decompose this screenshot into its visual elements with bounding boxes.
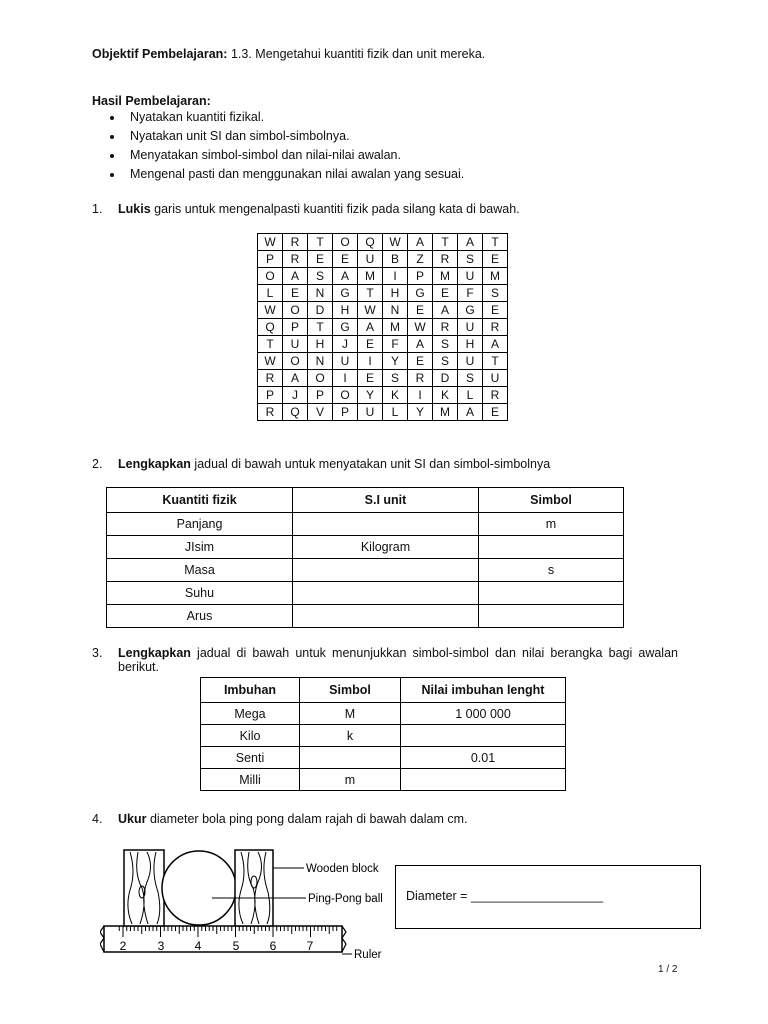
grid-cell[interactable]: Q <box>283 404 308 421</box>
grid-cell[interactable]: A <box>408 336 433 353</box>
grid-cell[interactable]: I <box>358 353 383 370</box>
table-cell[interactable] <box>479 536 624 559</box>
grid-cell[interactable]: N <box>308 353 333 370</box>
grid-cell[interactable]: T <box>433 234 458 251</box>
question-1-verb: Lukis <box>118 202 151 216</box>
header-cell: Imbuhan <box>201 678 300 703</box>
question-2-number: 2. <box>92 457 103 471</box>
question-4-text <box>118 812 468 826</box>
grid-cell[interactable]: A <box>483 336 508 353</box>
table-cell: m <box>300 769 401 791</box>
grid-cell[interactable]: W <box>408 319 433 336</box>
grid-cell[interactable]: E <box>483 302 508 319</box>
table-cell: 1 000 000 <box>401 703 566 725</box>
table-header-row <box>107 488 624 513</box>
grid-cell[interactable]: W <box>258 302 283 319</box>
table-cell: Arus <box>107 605 293 628</box>
grid-cell[interactable]: G <box>408 285 433 302</box>
grid-cell[interactable]: F <box>383 336 408 353</box>
grid-row <box>258 336 508 353</box>
table-header-row <box>201 678 566 703</box>
grid-row <box>258 251 508 268</box>
grid-cell[interactable]: W <box>358 302 383 319</box>
question-2-verb: Lengkapkan <box>118 457 191 471</box>
grid-cell[interactable]: P <box>308 387 333 404</box>
table-cell[interactable] <box>293 605 479 628</box>
grid-cell[interactable]: A <box>283 370 308 387</box>
outcome-item: • Nyatakan unit SI dan simbol-simbolnya. <box>124 127 464 146</box>
question-4-body: diameter bola ping pong dalam rajah di bawah dalam cm. <box>146 812 468 826</box>
grid-cell[interactable]: A <box>458 404 483 421</box>
table-cell[interactable] <box>293 513 479 536</box>
grid-cell[interactable]: K <box>433 387 458 404</box>
grid-cell[interactable]: G <box>333 285 358 302</box>
table-cell: s <box>479 559 624 582</box>
grid-cell[interactable]: S <box>458 370 483 387</box>
grid-cell[interactable]: L <box>258 285 283 302</box>
table-row <box>107 582 624 605</box>
table-cell: Milli <box>201 769 300 791</box>
grid-cell[interactable]: G <box>458 302 483 319</box>
table-cell: k <box>300 725 401 747</box>
word-search-grid <box>257 233 508 421</box>
grid-cell[interactable]: T <box>483 234 508 251</box>
grid-cell[interactable]: Y <box>383 353 408 370</box>
grid-cell[interactable]: R <box>433 251 458 268</box>
grid-cell[interactable]: W <box>258 234 283 251</box>
grid-row <box>258 404 508 421</box>
wooden-block-label: Wooden block <box>306 863 379 875</box>
grid-row <box>258 370 508 387</box>
grid-cell[interactable]: H <box>333 302 358 319</box>
grid-cell[interactable]: U <box>458 353 483 370</box>
table-cell: Kilogram <box>293 536 479 559</box>
question-3-verb: Lengkapkan <box>118 646 191 660</box>
grid-cell[interactable]: E <box>358 336 383 353</box>
table-cell[interactable] <box>401 725 566 747</box>
grid-cell[interactable]: E <box>408 302 433 319</box>
grid-cell[interactable]: O <box>283 353 308 370</box>
header-cell: S.I unit <box>293 488 479 513</box>
grid-cell[interactable]: E <box>333 251 358 268</box>
outcome-item: • Nyatakan kuantiti fizikal. <box>124 108 464 127</box>
question-2-body: jadual di bawah untuk menyatakan unit SI dan simbol-simbolnya <box>190 457 551 471</box>
grid-row <box>258 387 508 404</box>
table-cell: Mega <box>201 703 300 725</box>
wooden-block-right <box>235 850 273 926</box>
grid-cell[interactable]: S <box>433 353 458 370</box>
grid-cell[interactable]: S <box>483 285 508 302</box>
page-number: 1 / 2 <box>658 964 678 975</box>
table-row <box>107 536 624 559</box>
table-cell[interactable] <box>479 582 624 605</box>
prefix-table <box>200 677 566 791</box>
header-cell: Kuantiti fizik <box>107 488 293 513</box>
grid-cell[interactable]: A <box>283 268 308 285</box>
si-unit-table <box>106 487 624 628</box>
grid-cell[interactable]: T <box>308 319 333 336</box>
grid-cell[interactable]: S <box>458 251 483 268</box>
grid-cell[interactable]: H <box>458 336 483 353</box>
grid-cell[interactable]: R <box>483 319 508 336</box>
grid-cell[interactable]: P <box>283 319 308 336</box>
grid-cell[interactable]: O <box>258 268 283 285</box>
question-4-verb: Ukur <box>118 812 147 826</box>
table-cell: m <box>479 513 624 536</box>
grid-row <box>258 285 508 302</box>
header-cell: Simbol <box>479 488 624 513</box>
grid-cell[interactable]: D <box>308 302 333 319</box>
header-cell: Simbol <box>300 678 401 703</box>
grid-cell[interactable]: J <box>333 336 358 353</box>
question-2-text <box>118 457 550 471</box>
grid-cell[interactable]: U <box>458 268 483 285</box>
grid-cell[interactable]: E <box>308 251 333 268</box>
table-cell: Masa <box>107 559 293 582</box>
ping-pong-ball-label: Ping-Pong ball <box>308 893 383 905</box>
grid-cell[interactable]: R <box>408 370 433 387</box>
grid-cell[interactable]: E <box>283 285 308 302</box>
table-row <box>201 769 566 791</box>
table-cell: Senti <box>201 747 300 769</box>
ruler-number: 2 <box>119 939 127 953</box>
grid-cell[interactable]: H <box>383 285 408 302</box>
grid-cell[interactable]: M <box>483 268 508 285</box>
outcomes-label: Hasil Pembelajaran: <box>92 94 211 108</box>
grid-cell[interactable]: P <box>258 387 283 404</box>
outcome-item: • Mengenal pasti dan menggunakan nilai awalan yang sesuai. <box>124 165 464 184</box>
grid-cell[interactable]: S <box>433 336 458 353</box>
table-cell: Panjang <box>107 513 293 536</box>
grid-cell[interactable]: U <box>458 319 483 336</box>
table-cell[interactable] <box>300 747 401 769</box>
grid-cell[interactable]: E <box>408 353 433 370</box>
table-cell[interactable] <box>401 769 566 791</box>
grid-cell[interactable]: U <box>333 353 358 370</box>
outcomes-list <box>110 108 464 184</box>
grid-cell[interactable]: R <box>283 234 308 251</box>
objective-text: 1.3. Mengetahui kuantiti fizik dan unit mereka. <box>230 47 486 61</box>
grid-cell[interactable]: R <box>283 251 308 268</box>
grid-row <box>258 353 508 370</box>
grid-cell[interactable]: L <box>458 387 483 404</box>
grid-cell[interactable]: S <box>308 268 333 285</box>
grid-cell[interactable]: K <box>383 387 408 404</box>
question-1-body: garis untuk mengenalpasti kuantiti fizik pada silang kata di bawah. <box>150 202 520 216</box>
ruler-number: 6 <box>269 939 277 953</box>
header-cell: Nilai imbuhan lenght <box>401 678 566 703</box>
table-row <box>107 513 624 536</box>
table-cell: Kilo <box>201 725 300 747</box>
grid-cell[interactable]: A <box>458 234 483 251</box>
grid-cell[interactable]: T <box>483 353 508 370</box>
objective-line <box>92 47 485 61</box>
question-1-number: 1. <box>92 202 103 216</box>
grid-cell[interactable]: F <box>458 285 483 302</box>
grid-cell[interactable]: T <box>358 285 383 302</box>
table-cell: 0.01 <box>401 747 566 769</box>
wooden-block-left <box>124 850 164 926</box>
grid-cell[interactable]: Y <box>358 387 383 404</box>
table-row <box>201 747 566 769</box>
grid-cell[interactable]: B <box>383 251 408 268</box>
diameter-label: Diameter = ___________________ <box>406 889 604 903</box>
grid-cell[interactable]: U <box>283 336 308 353</box>
grid-cell[interactable]: T <box>308 234 333 251</box>
grid-cell[interactable]: D <box>433 370 458 387</box>
ping-pong-ball <box>162 851 236 925</box>
grid-cell[interactable]: M <box>433 268 458 285</box>
grid-cell[interactable]: G <box>333 319 358 336</box>
table-cell[interactable] <box>293 582 479 605</box>
ping-pong-measurement-figure <box>100 842 395 968</box>
question-3-number: 3. <box>92 646 103 660</box>
grid-row <box>258 268 508 285</box>
grid-row <box>258 302 508 319</box>
grid-cell[interactable]: A <box>408 234 433 251</box>
grid-cell[interactable]: N <box>308 285 333 302</box>
outcome-item: • Menyatakan simbol-simbol dan nilai-nilai awalan. <box>124 146 464 165</box>
grid-cell[interactable]: E <box>483 251 508 268</box>
table-cell: Suhu <box>107 582 293 605</box>
grid-row <box>258 234 508 251</box>
grid-cell[interactable]: A <box>358 319 383 336</box>
question-1-text <box>118 202 520 216</box>
grid-cell[interactable]: E <box>433 285 458 302</box>
grid-cell[interactable]: O <box>333 387 358 404</box>
grid-cell[interactable]: T <box>258 336 283 353</box>
grid-cell[interactable]: Q <box>358 234 383 251</box>
grid-cell[interactable]: M <box>358 268 383 285</box>
table-cell[interactable] <box>293 559 479 582</box>
ruler-number: 3 <box>157 939 165 953</box>
grid-cell[interactable]: J <box>283 387 308 404</box>
grid-cell[interactable]: R <box>258 370 283 387</box>
grid-cell[interactable]: U <box>358 404 383 421</box>
grid-cell[interactable]: P <box>408 268 433 285</box>
table-cell[interactable] <box>479 605 624 628</box>
grid-cell[interactable]: S <box>383 370 408 387</box>
ruler-label: Ruler <box>354 949 382 961</box>
grid-cell[interactable]: M <box>433 404 458 421</box>
question-4-number: 4. <box>92 812 103 826</box>
grid-cell[interactable]: Q <box>258 319 283 336</box>
grid-cell[interactable]: O <box>283 302 308 319</box>
ruler-number: 4 <box>194 939 202 953</box>
diameter-answer-box[interactable] <box>395 865 701 929</box>
grid-cell[interactable]: U <box>358 251 383 268</box>
grid-cell[interactable]: L <box>383 404 408 421</box>
table-row <box>201 703 566 725</box>
grid-cell[interactable]: M <box>383 319 408 336</box>
grid-cell[interactable]: U <box>483 370 508 387</box>
grid-cell[interactable]: Z <box>408 251 433 268</box>
question-3-text <box>118 646 678 674</box>
grid-cell[interactable]: E <box>483 404 508 421</box>
ruler-number: 5 <box>232 939 240 953</box>
table-row <box>201 725 566 747</box>
grid-cell[interactable]: A <box>433 302 458 319</box>
grid-cell[interactable]: R <box>483 387 508 404</box>
grid-cell[interactable]: P <box>258 251 283 268</box>
grid-cell[interactable]: V <box>308 404 333 421</box>
grid-cell[interactable]: H <box>308 336 333 353</box>
grid-cell[interactable]: I <box>333 370 358 387</box>
grid-cell[interactable]: O <box>308 370 333 387</box>
table-row <box>107 559 624 582</box>
grid-cell[interactable]: A <box>333 268 358 285</box>
table-cell: JIsim <box>107 536 293 559</box>
table-cell: M <box>300 703 401 725</box>
grid-cell[interactable]: N <box>383 302 408 319</box>
grid-cell[interactable]: P <box>333 404 358 421</box>
grid-cell[interactable]: W <box>383 234 408 251</box>
grid-cell[interactable]: E <box>358 370 383 387</box>
ruler-number: 7 <box>306 939 314 953</box>
grid-cell[interactable]: R <box>433 319 458 336</box>
grid-cell[interactable]: Y <box>408 404 433 421</box>
grid-row <box>258 319 508 336</box>
grid-cell[interactable]: I <box>408 387 433 404</box>
grid-cell[interactable]: R <box>258 404 283 421</box>
objective-label: Objektif Pembelajaran: <box>92 47 228 61</box>
grid-cell[interactable]: I <box>383 268 408 285</box>
grid-cell[interactable]: O <box>333 234 358 251</box>
question-3-body: jadual di bawah untuk menunjukkan simbol-simbol dan nilai berangka bagi awalan berikut. <box>118 646 678 674</box>
table-row <box>107 605 624 628</box>
grid-cell[interactable]: W <box>258 353 283 370</box>
